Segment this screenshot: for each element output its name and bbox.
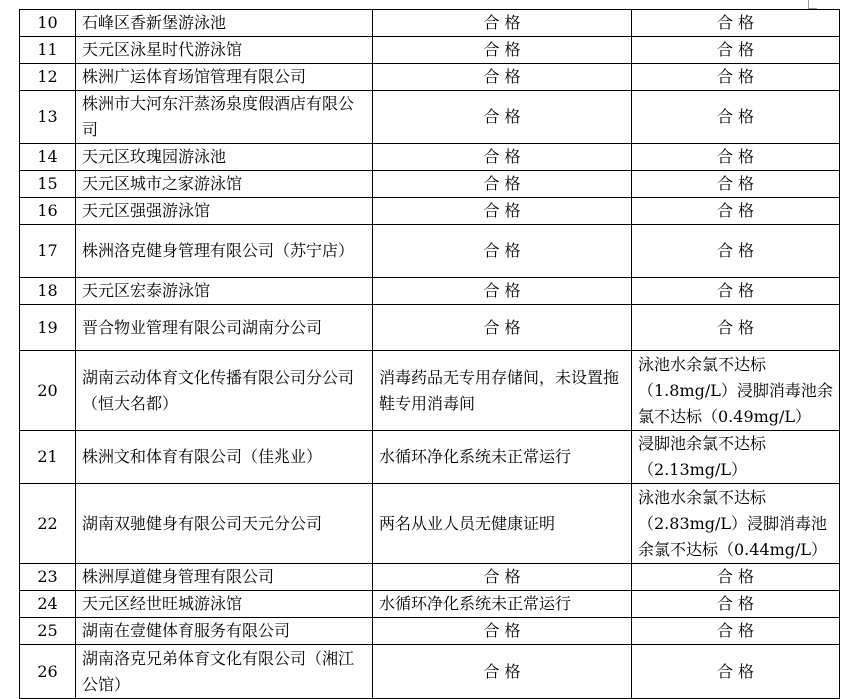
water-quality-result-cell: 合 格: [632, 37, 840, 64]
table-row: [20, 225, 840, 278]
table-row: [20, 645, 840, 699]
page-corner-mark: [808, 0, 817, 9]
water-quality-result-cell: 合 格: [632, 591, 840, 618]
row-number-cell: 22: [20, 484, 76, 564]
water-quality-result-cell: 浸脚池余氯不达标（2.13mg/L）: [632, 431, 840, 484]
facility-result-cell: 水循环净化系统未正常运行: [373, 591, 632, 618]
row-number-cell: 23: [20, 564, 76, 591]
table-row: [20, 10, 840, 37]
water-quality-result-cell: 合 格: [632, 225, 840, 278]
row-number-cell: 24: [20, 591, 76, 618]
facility-result-cell: 合 格: [373, 198, 632, 225]
row-number-cell: 12: [20, 64, 76, 91]
water-quality-result-cell: 泳池水余氯不达标（2.83mg/L）浸脚消毒池余氯不达标（0.44mg/L）: [632, 484, 840, 564]
table-row: [20, 198, 840, 225]
facility-result-cell: 合 格: [373, 645, 632, 699]
unit-name-cell: 晋合物业管理有限公司湖南分公司: [76, 305, 373, 351]
row-number-cell: 18: [20, 278, 76, 305]
unit-name-cell: 湖南双驰健身有限公司天元分公司: [76, 484, 373, 564]
facility-result-cell: 合 格: [373, 305, 632, 351]
table-row: [20, 305, 840, 351]
table-row: [20, 618, 840, 645]
facility-result-cell: 合 格: [373, 171, 632, 198]
table-row: [20, 484, 840, 564]
table-row: [20, 144, 840, 171]
facility-result-cell: 合 格: [373, 564, 632, 591]
water-quality-result-cell: 合 格: [632, 198, 840, 225]
table-row: [20, 591, 840, 618]
unit-name-cell: 湖南洛克兄弟体育文化有限公司（湘江公馆）: [76, 645, 373, 699]
facility-result-cell: 合 格: [373, 10, 632, 37]
facility-result-cell: 消毒药品无专用存储间，未设置拖鞋专用消毒间: [373, 351, 632, 431]
row-number-cell: 17: [20, 225, 76, 278]
water-quality-result-cell: 合 格: [632, 144, 840, 171]
table-row: [20, 564, 840, 591]
table-row: [20, 91, 840, 144]
row-number-cell: 21: [20, 431, 76, 484]
unit-name-cell: 株洲厚道健身管理有限公司: [76, 564, 373, 591]
facility-result-cell: 合 格: [373, 618, 632, 645]
water-quality-result-cell: 泳池水余氯不达标（1.8mg/L）浸脚消毒池余氯不达标（0.49mg/L）: [632, 351, 840, 431]
unit-name-cell: 石峰区香新堡游泳池: [76, 10, 373, 37]
inspection-results-table: [19, 9, 840, 699]
unit-name-cell: 株洲广运体育场馆管理有限公司: [76, 64, 373, 91]
unit-name-cell: 湖南云动体育文化传播有限公司分公司（恒大名都）: [76, 351, 373, 431]
row-number-cell: 10: [20, 10, 76, 37]
water-quality-result-cell: 合 格: [632, 91, 840, 144]
row-number-cell: 15: [20, 171, 76, 198]
unit-name-cell: 天元区宏泰游泳馆: [76, 278, 373, 305]
unit-name-cell: 天元区泳星时代游泳馆: [76, 37, 373, 64]
row-number-cell: 25: [20, 618, 76, 645]
water-quality-result-cell: 合 格: [632, 305, 840, 351]
facility-result-cell: 合 格: [373, 37, 632, 64]
unit-name-cell: 天元区强强游泳馆: [76, 198, 373, 225]
row-number-cell: 14: [20, 144, 76, 171]
row-number-cell: 11: [20, 37, 76, 64]
water-quality-result-cell: 合 格: [632, 10, 840, 37]
unit-name-cell: 天元区城市之家游泳馆: [76, 171, 373, 198]
unit-name-cell: 株洲洛克健身管理有限公司（苏宁店）: [76, 225, 373, 278]
row-number-cell: 16: [20, 198, 76, 225]
unit-name-cell: 株洲文和体育有限公司（佳兆业）: [76, 431, 373, 484]
facility-result-cell: 合 格: [373, 225, 632, 278]
facility-result-cell: 合 格: [373, 64, 632, 91]
table-body: [20, 10, 840, 699]
facility-result-cell: 合 格: [373, 144, 632, 171]
table-row: [20, 64, 840, 91]
row-number-cell: 19: [20, 305, 76, 351]
table-row: [20, 37, 840, 64]
facility-result-cell: 水循环净化系统未正常运行: [373, 431, 632, 484]
row-number-cell: 13: [20, 91, 76, 144]
unit-name-cell: 湖南在壹健体育服务有限公司: [76, 618, 373, 645]
water-quality-result-cell: 合 格: [632, 618, 840, 645]
unit-name-cell: 天元区玫瑰园游泳池: [76, 144, 373, 171]
facility-result-cell: 两名从业人员无健康证明: [373, 484, 632, 564]
water-quality-result-cell: 合 格: [632, 64, 840, 91]
water-quality-result-cell: 合 格: [632, 278, 840, 305]
water-quality-result-cell: 合 格: [632, 171, 840, 198]
row-number-cell: 20: [20, 351, 76, 431]
water-quality-result-cell: 合 格: [632, 645, 840, 699]
table-row: [20, 351, 840, 431]
table-row: [20, 278, 840, 305]
facility-result-cell: 合 格: [373, 278, 632, 305]
water-quality-result-cell: 合 格: [632, 564, 840, 591]
facility-result-cell: 合 格: [373, 91, 632, 144]
unit-name-cell: 天元区经世旺城游泳馆: [76, 591, 373, 618]
unit-name-cell: 株洲市大河东汗蒸汤泉度假酒店有限公司: [76, 91, 373, 144]
table-row: [20, 431, 840, 484]
row-number-cell: 26: [20, 645, 76, 699]
table-row: [20, 171, 840, 198]
